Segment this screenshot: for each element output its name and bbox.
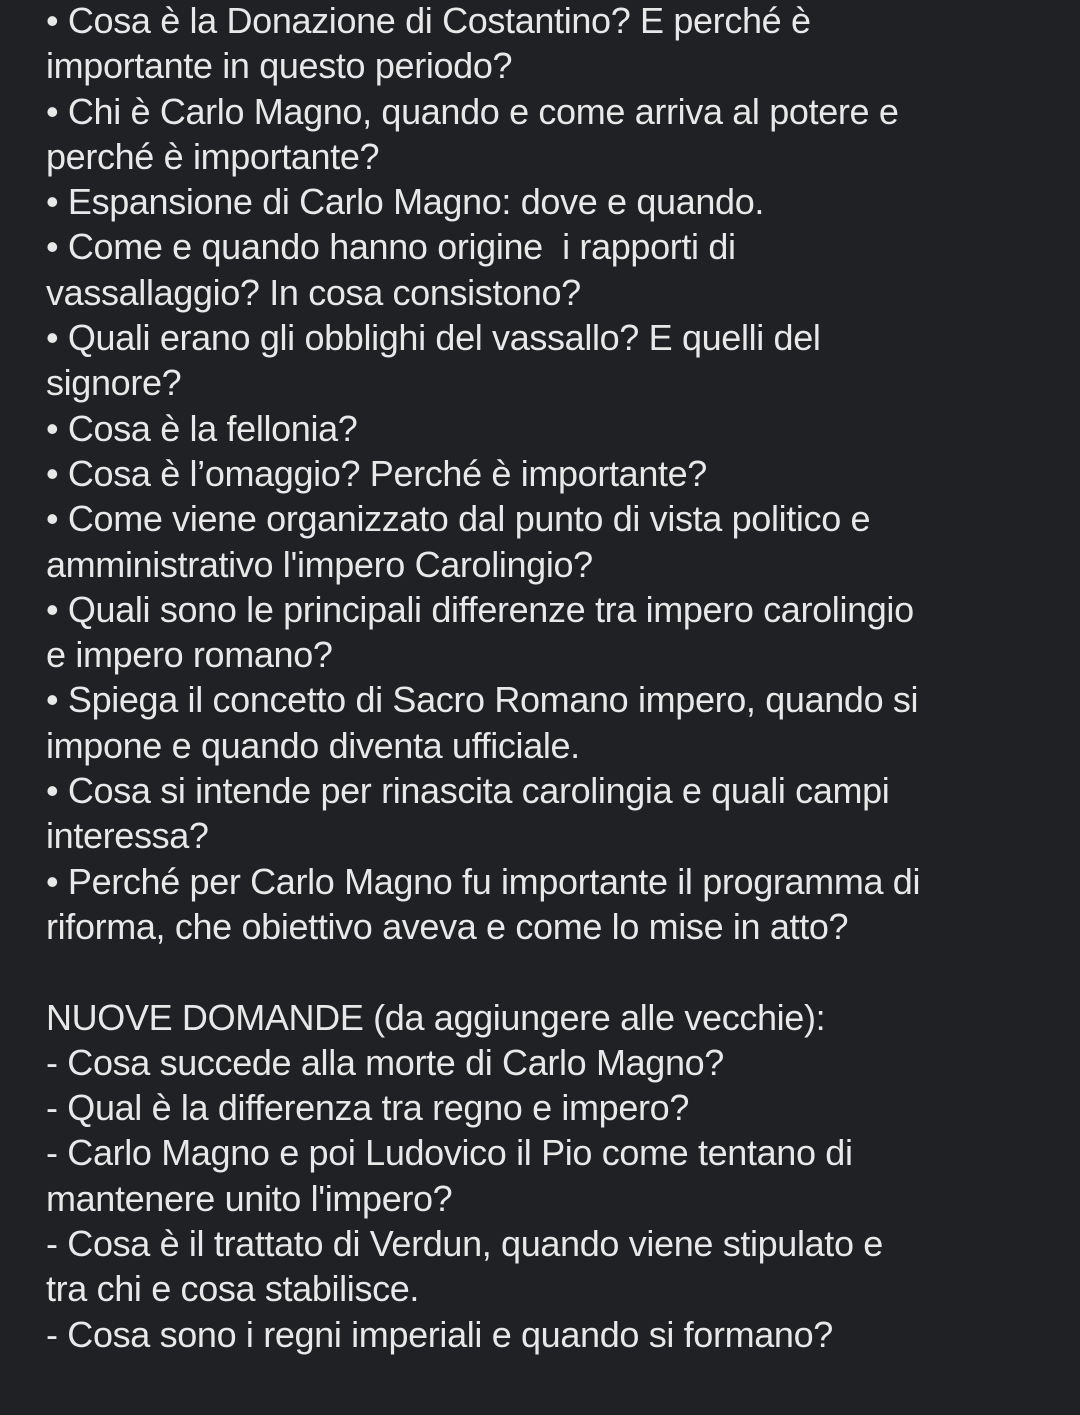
text-line: • Perché per Carlo Magno fu importante il programma di bbox=[46, 860, 921, 902]
text-line: - Carlo Magno e poi Ludovico il Pio come tentano di bbox=[46, 1132, 853, 1174]
text-line: signore? bbox=[46, 362, 182, 404]
text-line: • Come e quando hanno origine i rapporti di bbox=[46, 226, 736, 268]
text-line: interessa? bbox=[46, 815, 209, 857]
text-line: • Come viene organizzato dal punto di vista politico e bbox=[46, 498, 871, 540]
text-line: • Espansione di Carlo Magno: dove e quando. bbox=[46, 181, 765, 223]
text-line: amministrativo l'impero Carolingio? bbox=[46, 543, 593, 585]
text-line: vassallaggio? In cosa consistono? bbox=[46, 271, 581, 313]
text-line: mantenere unito l'impero? bbox=[46, 1177, 453, 1219]
text-line: riforma, che obiettivo aveva e come lo mise in atto? bbox=[46, 905, 849, 947]
text-line: • Cosa è l’omaggio? Perché è importante? bbox=[46, 452, 707, 494]
text-line: • Cosa si intende per rinascita carolingia e quali campi bbox=[46, 770, 890, 812]
section-heading: NUOVE DOMANDE (da aggiungere alle vecchie): bbox=[46, 996, 826, 1038]
text-line: tra chi e cosa stabilisce. bbox=[46, 1268, 420, 1310]
note-text bbox=[46, 0, 1046, 1357]
text-line: impone e quando diventa ufficiale. bbox=[46, 724, 580, 766]
text-line: • Spiega il concetto di Sacro Romano impero, quando si bbox=[46, 679, 919, 721]
blank-line bbox=[46, 949, 1046, 994]
text-line: e impero romano? bbox=[46, 634, 333, 676]
text-line: • Cosa è la Donazione di Costantino? E perché è bbox=[46, 0, 811, 41]
text-line: • Quali erano gli obblighi del vassallo? E quelli del bbox=[46, 317, 821, 359]
text-line: - Cosa succede alla morte di Carlo Magno? bbox=[46, 1041, 724, 1083]
text-line: - Cosa è il trattato di Verdun, quando viene stipulato e bbox=[46, 1223, 883, 1265]
text-line: • Chi è Carlo Magno, quando e come arriva al potere e bbox=[46, 90, 899, 132]
text-line: - Qual è la differenza tra regno e impero? bbox=[46, 1087, 690, 1129]
text-line: • Quali sono le principali differenze tra impero carolingio bbox=[46, 588, 914, 630]
text-line: • Cosa è la fellonia? bbox=[46, 407, 358, 449]
text-line: importante in questo periodo? bbox=[46, 45, 513, 87]
text-line: - Cosa sono i regni imperiali e quando si formano? bbox=[46, 1313, 833, 1355]
text-line: perché è importante? bbox=[46, 135, 380, 177]
